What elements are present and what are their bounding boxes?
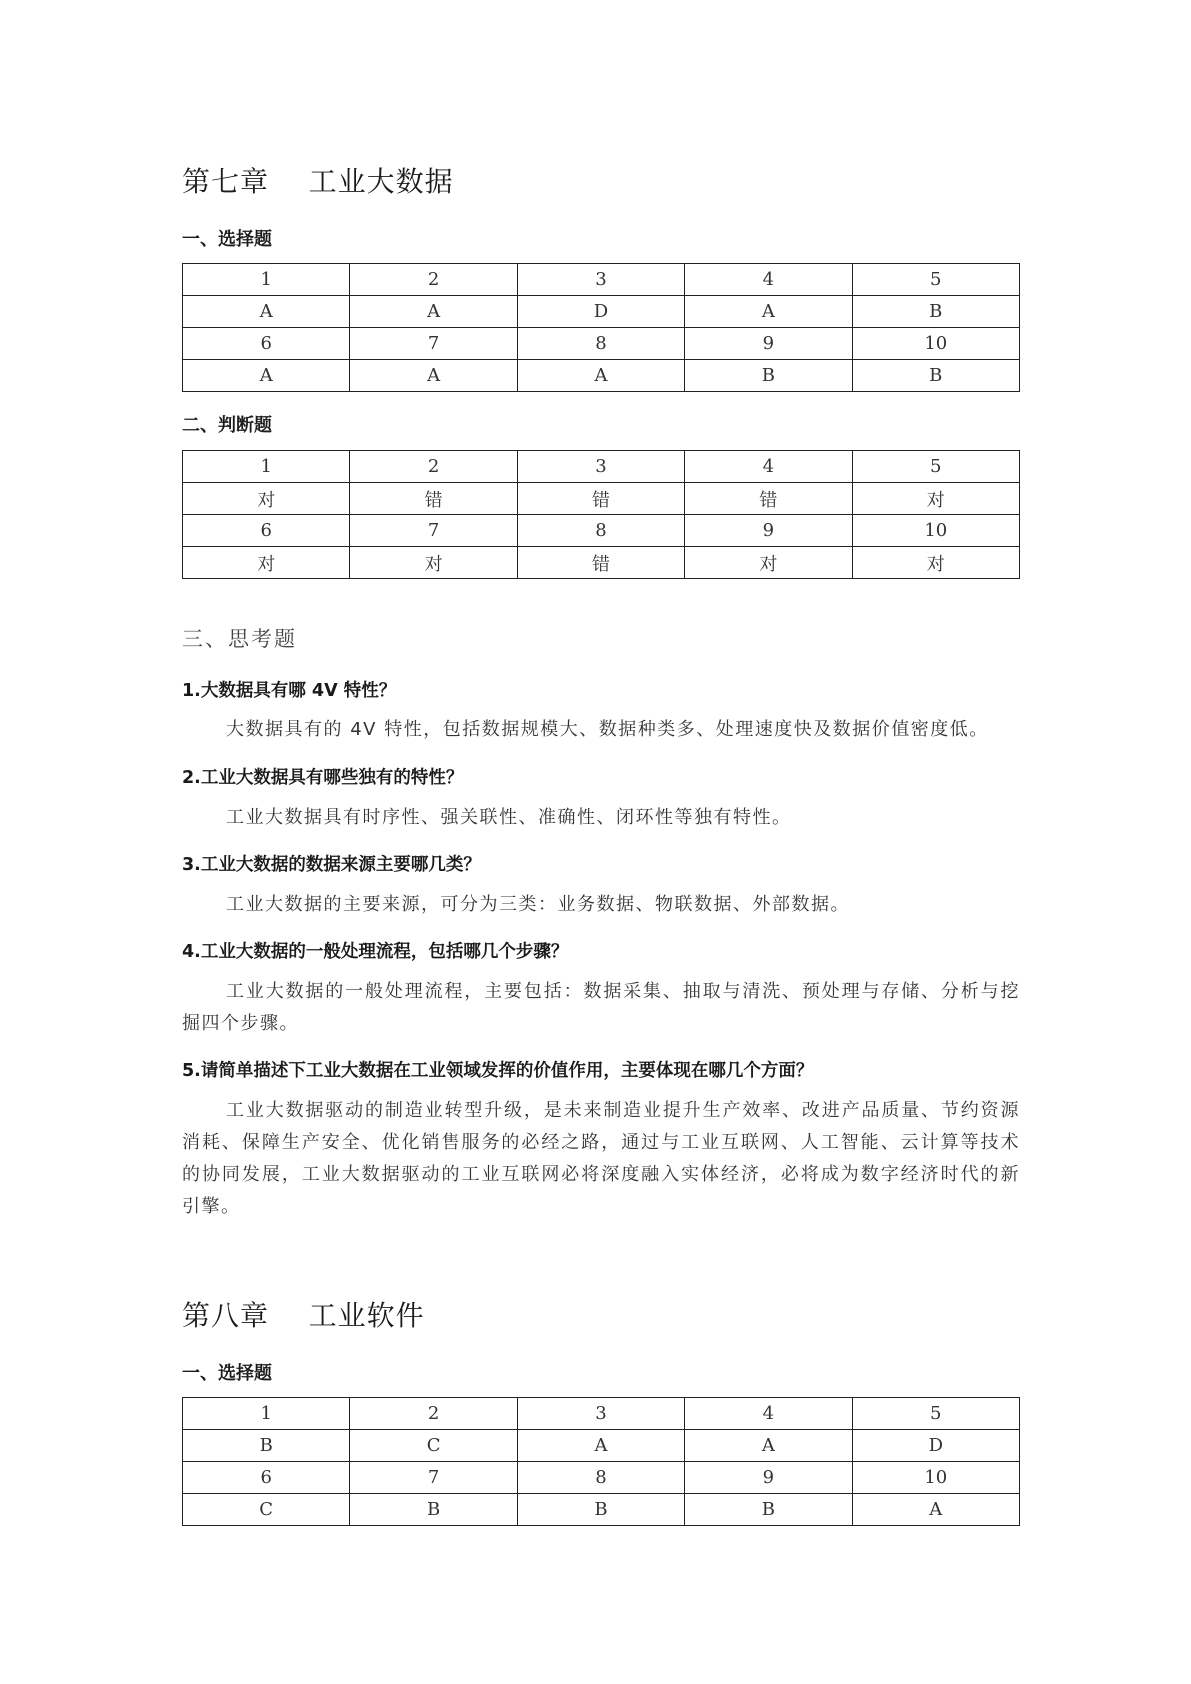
table-cell: 1	[183, 264, 350, 296]
table-row	[183, 451, 1020, 483]
table-cell: A	[685, 1430, 852, 1462]
ch7-choice-table	[182, 263, 1020, 392]
table-cell: B	[350, 1494, 517, 1526]
table-cell: 7	[350, 328, 517, 360]
chapter-8-title: 第八章 工业软件	[182, 1299, 425, 1332]
table-row	[183, 264, 1020, 296]
table-cell: A	[350, 360, 517, 392]
table-row	[183, 515, 1020, 547]
table-cell: 10	[852, 1462, 1019, 1494]
table-cell: 4	[685, 1398, 852, 1430]
table-cell: 9	[685, 328, 852, 360]
table-cell: A	[685, 296, 852, 328]
answer-5: 工业大数据驱动的制造业转型升级，是未来制造业提升生产效率、改进产品质量、节约资源消耗、保障生产安全、优化销售服务的必经之路，通过与工业互联网、人工智能、云计算等技术的协同发展，工业大数据驱动的工业互联网必将深度融入实体经济，必将成为数字经济时代的新引擎。	[182, 1100, 1020, 1217]
table-cell: B	[685, 360, 852, 392]
table-cell: 8	[517, 328, 684, 360]
table-cell: A	[517, 1430, 684, 1462]
table-cell: 8	[517, 1462, 684, 1494]
table-row	[183, 1462, 1020, 1494]
table-row	[183, 328, 1020, 360]
table-cell: A	[517, 360, 684, 392]
question-2: 2.工业大数据具有哪些独有的特性？	[182, 768, 464, 788]
table-cell: 6	[183, 328, 350, 360]
question-1: 1.大数据具有哪 4V 特性？	[182, 681, 397, 701]
table-cell: 1	[183, 451, 350, 483]
table-cell: 2	[350, 264, 517, 296]
table-cell: 错	[350, 483, 517, 515]
table-cell: 错	[517, 547, 684, 579]
table-cell: 错	[685, 483, 852, 515]
table-cell: 6	[183, 1462, 350, 1494]
table-cell: 7	[350, 515, 517, 547]
ch7-judge-table	[182, 450, 1020, 579]
ch8-choice-table	[182, 1397, 1020, 1526]
table-cell: 8	[517, 515, 684, 547]
ch7-choice-heading: 一、选择题	[182, 229, 272, 250]
table-cell: D	[852, 1430, 1019, 1462]
table-row	[183, 1494, 1020, 1526]
table-cell: A	[350, 296, 517, 328]
table-cell: B	[852, 296, 1019, 328]
table-cell: 对	[685, 547, 852, 579]
table-cell: 9	[685, 515, 852, 547]
table-cell: A	[183, 360, 350, 392]
question-4: 4.工业大数据的一般处理流程，包括哪几个步骤？	[182, 942, 569, 962]
table-cell: 对	[183, 483, 350, 515]
table-row	[183, 1398, 1020, 1430]
table-cell: 对	[852, 483, 1019, 515]
table-cell: 1	[183, 1398, 350, 1430]
answer-2: 工业大数据具有时序性、强关联性、准确性、闭环性等独有特性。	[226, 807, 792, 828]
table-cell: 对	[183, 547, 350, 579]
ch7-thinking-heading: 三、思考题	[182, 627, 297, 651]
table-row	[183, 483, 1020, 515]
table-row	[183, 547, 1020, 579]
table-cell: 3	[517, 264, 684, 296]
table-cell: A	[183, 296, 350, 328]
table-cell: 5	[852, 264, 1019, 296]
table-cell: 4	[685, 451, 852, 483]
table-cell: 5	[852, 1398, 1019, 1430]
answer-1: 大数据具有的 4V 特性，包括数据规模大、数据种类多、处理速度快及数据价值密度低。	[226, 719, 989, 740]
question-3: 3.工业大数据的数据来源主要哪几类？	[182, 855, 481, 875]
chapter-7-title: 第七章 工业大数据	[182, 165, 454, 198]
table-cell: 错	[517, 483, 684, 515]
table-cell: B	[517, 1494, 684, 1526]
table-row	[183, 296, 1020, 328]
table-cell: C	[350, 1430, 517, 1462]
table-cell: 2	[350, 451, 517, 483]
table-cell: 3	[517, 1398, 684, 1430]
ch8-choice-heading: 一、选择题	[182, 1363, 272, 1384]
table-cell: 对	[350, 547, 517, 579]
answer-3: 工业大数据的主要来源，可分为三类：业务数据、物联数据、外部数据。	[226, 894, 850, 915]
table-cell: 2	[350, 1398, 517, 1430]
ch7-judge-heading: 二、判断题	[182, 415, 272, 436]
table-cell: B	[183, 1430, 350, 1462]
table-row	[183, 360, 1020, 392]
table-cell: 4	[685, 264, 852, 296]
table-cell: 对	[852, 547, 1019, 579]
table-cell: C	[183, 1494, 350, 1526]
table-cell: B	[685, 1494, 852, 1526]
table-cell: B	[852, 360, 1019, 392]
table-cell: 3	[517, 451, 684, 483]
table-cell: 5	[852, 451, 1019, 483]
table-cell: D	[517, 296, 684, 328]
table-cell: 9	[685, 1462, 852, 1494]
table-cell: A	[852, 1494, 1019, 1526]
table-cell: 6	[183, 515, 350, 547]
table-cell: 7	[350, 1462, 517, 1494]
table-cell: 10	[852, 328, 1019, 360]
table-cell: 10	[852, 515, 1019, 547]
table-row	[183, 1430, 1020, 1462]
answer-4: 工业大数据的一般处理流程，主要包括：数据采集、抽取与清洗、预处理与存储、分析与挖掘四个步骤。	[182, 981, 1020, 1034]
question-5: 5.请简单描述下工业大数据在工业领域发挥的价值作用，主要体现在哪几个方面？	[182, 1061, 814, 1081]
